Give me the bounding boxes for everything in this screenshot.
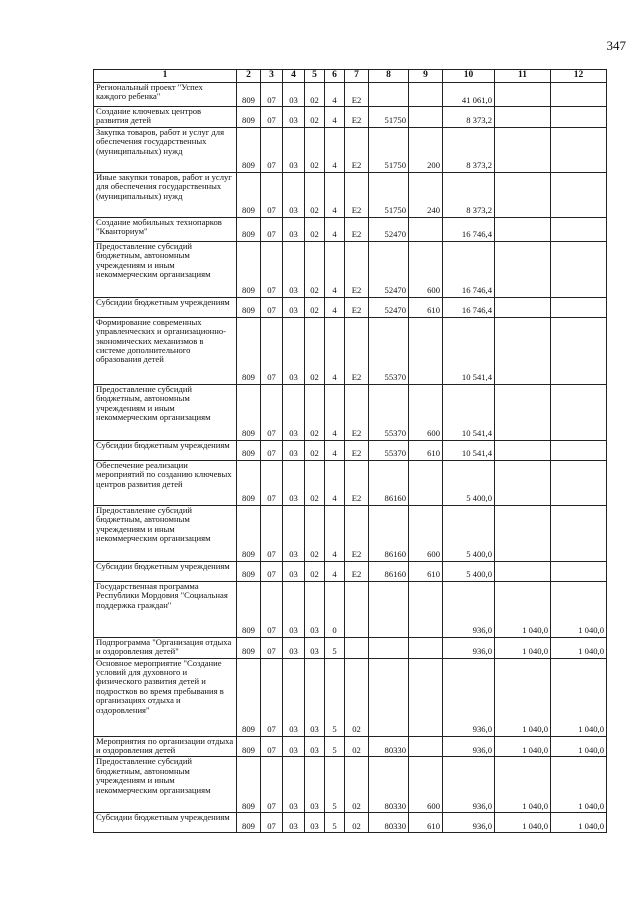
row-description: Субсидии бюджетным учреждениям [94,297,237,317]
column-header: 12 [551,70,607,83]
table-cell: 610 [409,297,443,317]
column-header: 2 [237,70,261,83]
table-cell: 02 [305,127,325,172]
table-cell: 02 [305,440,325,460]
table-cell [551,107,607,128]
table-cell: 4 [325,505,345,561]
table-cell: 600 [409,505,443,561]
table-cell: 5 [325,757,345,813]
table-cell: 03 [283,317,305,384]
table-cell: 936,0 [443,813,495,833]
table-cell: 1 040,0 [495,581,551,637]
table-cell [369,581,409,637]
table-row [94,83,607,107]
table-cell: Е2 [345,127,369,172]
table-cell: 1 040,0 [551,581,607,637]
table-cell: 03 [305,757,325,813]
table-cell: 1 040,0 [495,637,551,658]
table-cell: Е2 [345,83,369,107]
table-cell: Е2 [345,460,369,505]
table-cell: 51750 [369,107,409,128]
table-cell: Е2 [345,107,369,128]
table-cell [409,107,443,128]
table-cell: 936,0 [443,757,495,813]
table-cell: 07 [261,217,283,241]
row-description: Государственная программа Республики Мордовия "Социальная поддержка граждан" [94,581,237,637]
table-row [94,757,607,813]
table-cell: 5 400,0 [443,561,495,581]
table-cell: Е2 [345,217,369,241]
row-description: Создание мобильных технопарков "Кванториум" [94,217,237,241]
column-header: 5 [305,70,325,83]
column-header: 11 [495,70,551,83]
table-cell: 8 373,2 [443,127,495,172]
table-cell: 809 [237,384,261,440]
table-cell: 1 040,0 [495,658,551,736]
table-cell: 86160 [369,561,409,581]
table-cell: 4 [325,217,345,241]
column-header: 1 [94,70,237,83]
table-cell: Е2 [345,241,369,297]
table-cell: 03 [305,581,325,637]
table-cell [551,127,607,172]
table-cell: 809 [237,505,261,561]
table-header-row [94,70,607,83]
table-cell [551,317,607,384]
table-cell: 610 [409,561,443,581]
table-cell: 55370 [369,440,409,460]
table-cell: 4 [325,107,345,128]
table-cell: 4 [325,384,345,440]
table-cell [409,658,443,736]
table-cell: 809 [237,637,261,658]
table-cell: 809 [237,172,261,217]
table-cell: 03 [283,217,305,241]
row-description: Предоставление субсидий бюджетным, автономным учреждениям и иным некоммерческим организациям [94,757,237,813]
table-cell: 07 [261,757,283,813]
table-cell: 03 [283,658,305,736]
table-cell: 07 [261,384,283,440]
table-cell [551,440,607,460]
table-cell: 80330 [369,813,409,833]
column-header: 6 [325,70,345,83]
table-cell [495,561,551,581]
table-cell: 1 040,0 [551,637,607,658]
table-cell: 10 541,4 [443,440,495,460]
table-cell: 52470 [369,241,409,297]
table-cell: Е2 [345,297,369,317]
table-cell: 80330 [369,757,409,813]
table-cell: 07 [261,505,283,561]
table-cell [495,440,551,460]
table-cell: 02 [305,83,325,107]
table-cell [409,217,443,241]
table-cell: 4 [325,127,345,172]
table-cell: 1 040,0 [495,813,551,833]
table-cell: 4 [325,297,345,317]
table-cell: 52470 [369,297,409,317]
table-cell: 809 [237,736,261,757]
table-row [94,505,607,561]
table-cell: 4 [325,172,345,217]
table-cell: 16 746,4 [443,297,495,317]
table-cell: 809 [237,241,261,297]
table-cell: 610 [409,440,443,460]
table-cell: 1 040,0 [551,813,607,833]
table-cell: 809 [237,317,261,384]
row-description: Предоставление субсидий бюджетным, автономным учреждениям и иным некоммерческим организациям [94,241,237,297]
column-header: 10 [443,70,495,83]
table-cell: 03 [283,561,305,581]
table-cell: Е2 [345,384,369,440]
table-cell: 07 [261,172,283,217]
table-cell: Е2 [345,172,369,217]
table-cell: 809 [237,561,261,581]
table-cell: 5 [325,637,345,658]
table-cell: 02 [345,813,369,833]
table-cell: 03 [283,460,305,505]
table-cell [409,460,443,505]
table-cell [495,460,551,505]
table-cell [551,83,607,107]
table-cell: 02 [305,460,325,505]
table-cell [495,317,551,384]
table-cell: 03 [283,241,305,297]
table-cell: 07 [261,297,283,317]
column-header: 3 [261,70,283,83]
budget-table [93,69,607,833]
table-cell: 03 [283,736,305,757]
table-row [94,241,607,297]
row-description: Обеспечение реализации мероприятий по созданию ключевых центров развития детей [94,460,237,505]
table-cell [345,637,369,658]
table-cell: 03 [305,736,325,757]
table-row [94,172,607,217]
table-cell [495,172,551,217]
column-header: 7 [345,70,369,83]
table-cell [551,384,607,440]
table-cell: 51750 [369,127,409,172]
table-cell: 8 373,2 [443,172,495,217]
table-cell: 02 [345,736,369,757]
table-cell: 80330 [369,736,409,757]
table-cell: 03 [283,83,305,107]
table-cell [495,83,551,107]
table-cell: 07 [261,736,283,757]
table-cell [409,637,443,658]
row-description: Субсидии бюджетным учреждениям [94,813,237,833]
table-cell: 07 [261,460,283,505]
table-cell: 03 [305,637,325,658]
table-cell: 809 [237,107,261,128]
table-cell [409,83,443,107]
table-cell: 4 [325,440,345,460]
page-number: 347 [606,38,626,53]
table-cell: 5 [325,813,345,833]
table-cell: 809 [237,440,261,460]
table-cell: 02 [305,384,325,440]
table-cell: 03 [305,658,325,736]
table-cell: 5 [325,736,345,757]
table-cell [551,297,607,317]
table-cell: 200 [409,127,443,172]
table-cell: 4 [325,83,345,107]
table-cell: Е2 [345,561,369,581]
table-cell: 936,0 [443,581,495,637]
table-row [94,384,607,440]
table-cell: 52470 [369,217,409,241]
table-row [94,561,607,581]
table-row [94,637,607,658]
table-cell: 10 541,4 [443,317,495,384]
table-cell: 07 [261,83,283,107]
table-cell: 809 [237,813,261,833]
table-cell [551,460,607,505]
table-cell: 03 [283,757,305,813]
row-description: Субсидии бюджетным учреждениям [94,561,237,581]
table-cell [495,505,551,561]
table-cell: 07 [261,107,283,128]
table-cell: 03 [283,127,305,172]
table-cell: 03 [283,813,305,833]
table-cell [345,581,369,637]
table-cell [369,637,409,658]
row-description: Иные закупки товаров, работ и услуг для обеспечения государственных (муниципальных) нужд [94,172,237,217]
table-cell: 809 [237,658,261,736]
table-cell: 02 [305,505,325,561]
table-row [94,217,607,241]
table-cell: 51750 [369,172,409,217]
table-row [94,658,607,736]
table-cell: 03 [283,297,305,317]
table-cell: 03 [305,813,325,833]
table-cell: 4 [325,241,345,297]
table-cell: 4 [325,317,345,384]
table-cell: 809 [237,297,261,317]
table-row [94,581,607,637]
table-cell: 4 [325,460,345,505]
table-cell [551,217,607,241]
row-description: Субсидии бюджетным учреждениям [94,440,237,460]
table-row [94,127,607,172]
column-header: 9 [409,70,443,83]
table-cell: 03 [283,384,305,440]
table-row [94,813,607,833]
table-cell: 600 [409,757,443,813]
table-cell: 02 [305,241,325,297]
table-cell [495,107,551,128]
table-cell [551,241,607,297]
table-row [94,297,607,317]
table-cell [551,172,607,217]
table-cell: 07 [261,561,283,581]
table-cell: 600 [409,241,443,297]
row-description: Основное мероприятие "Создание условий для духовного и физического развития детей и подростков во время пребывания в организациях отдыха и оздоровления" [94,658,237,736]
column-header: 8 [369,70,409,83]
table-cell [551,505,607,561]
table-cell: 03 [283,440,305,460]
table-cell: Е2 [345,505,369,561]
table-cell: 07 [261,813,283,833]
table-cell: 4 [325,561,345,581]
table-cell: 1 040,0 [495,757,551,813]
table-cell: 03 [283,637,305,658]
table-cell: 240 [409,172,443,217]
table-row [94,736,607,757]
table-cell: 02 [305,317,325,384]
table-cell [495,241,551,297]
table-cell [551,561,607,581]
table-cell: 02 [305,297,325,317]
table-cell: 02 [305,217,325,241]
table-cell: 936,0 [443,658,495,736]
table-cell: 600 [409,384,443,440]
row-description: Региональный проект "Успех каждого ребенка" [94,83,237,107]
table-cell [409,736,443,757]
row-description: Подпрограмма "Организация отдыха и оздоровления детей" [94,637,237,658]
table-row [94,460,607,505]
table-cell: 02 [345,658,369,736]
table-cell: 936,0 [443,637,495,658]
table-cell [495,217,551,241]
table-cell: Е2 [345,317,369,384]
table-cell [495,384,551,440]
table-cell: 03 [283,505,305,561]
table-cell: 86160 [369,505,409,561]
table-cell: 809 [237,83,261,107]
table-cell: 1 040,0 [551,757,607,813]
table-cell: 02 [305,172,325,217]
table-cell: 5 400,0 [443,460,495,505]
table-cell: 809 [237,127,261,172]
table-cell: 809 [237,217,261,241]
row-description: Предоставление субсидий бюджетным, автономным учреждениям и иным некоммерческим организациям [94,505,237,561]
table-cell: 07 [261,440,283,460]
table-cell: 610 [409,813,443,833]
table-cell: 0 [325,581,345,637]
table-cell: 07 [261,581,283,637]
table-cell: 1 040,0 [551,658,607,736]
table-row [94,440,607,460]
row-description: Создание ключевых центров развития детей [94,107,237,128]
table-cell [409,581,443,637]
table-cell: 07 [261,317,283,384]
table-cell [495,297,551,317]
table-cell: 936,0 [443,736,495,757]
column-header: 4 [283,70,305,83]
row-description: Предоставление субсидий бюджетным, автономным учреждениям и иным некоммерческим организациям [94,384,237,440]
table-cell: 02 [345,757,369,813]
table-cell: 07 [261,241,283,297]
table-cell: 5 400,0 [443,505,495,561]
table-cell: 809 [237,460,261,505]
table-cell [369,83,409,107]
table-cell: 809 [237,581,261,637]
row-description: Мероприятия по организации отдыха и оздоровления детей [94,736,237,757]
table-cell: 809 [237,757,261,813]
table-cell: 07 [261,658,283,736]
row-description: Закупка товаров, работ и услуг для обеспечения государственных (муниципальных) нужд [94,127,237,172]
table-cell: 07 [261,127,283,172]
table-cell: 55370 [369,384,409,440]
table-cell: 86160 [369,460,409,505]
table-cell [495,127,551,172]
table-cell: 16 746,4 [443,241,495,297]
table-cell: Е2 [345,440,369,460]
table-row [94,317,607,384]
table-cell: 16 746,4 [443,217,495,241]
table-cell: 1 040,0 [495,736,551,757]
table-row [94,107,607,128]
table-cell: 03 [283,581,305,637]
table-cell [369,658,409,736]
table-cell: 10 541,4 [443,384,495,440]
table-cell: 5 [325,658,345,736]
table-cell: 07 [261,637,283,658]
table-cell: 02 [305,107,325,128]
table-cell: 1 040,0 [551,736,607,757]
row-description: Формирование современных управленческих и организационно-экономических механизмов в системе дополнительного образования детей [94,317,237,384]
table-cell [409,317,443,384]
table-cell: 55370 [369,317,409,384]
table-cell: 03 [283,172,305,217]
table-cell: 03 [283,107,305,128]
table-cell: 02 [305,561,325,581]
table-cell: 8 373,2 [443,107,495,128]
table-cell: 41 061,0 [443,83,495,107]
